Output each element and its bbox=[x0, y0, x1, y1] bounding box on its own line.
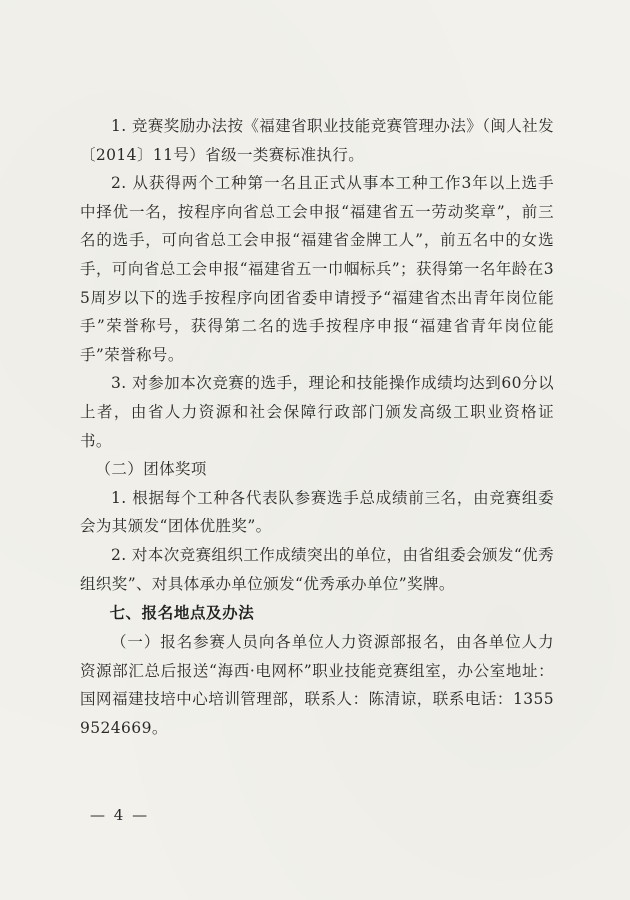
page-number: — 4 — bbox=[90, 806, 150, 824]
document-body bbox=[80, 112, 554, 742]
paragraph-organization-award: 2. 对本次竞赛组织工作成绩突出的单位，由省组委会颁发“优秀组织奖”、对具体承办单位颁发“优秀承办单位”奖牌。 bbox=[80, 545, 554, 593]
section-heading-registration: 七、报名地点及办法 bbox=[109, 604, 255, 623]
paragraph-award-method: 1. 竞赛奖励办法按《福建省职业技能竞赛管理办法》（闽人社发〔2014〕11号）省级一类赛标准执行。 bbox=[80, 117, 554, 164]
paragraph-registration: （一）报名参赛人员向各单位人力资源部报名，由各单位人力资源部汇总后报送“海西·电网杯”职业技能竞赛组室，办公室地址：国网福建技培中心培训管理部，联系人：陈清谅，联系电话：13559524669。 bbox=[80, 633, 554, 737]
subheading-team-awards: （二）团体奖项 bbox=[95, 460, 207, 479]
paragraph-certificate: 3. 对参加本次竞赛的选手，理论和技能操作成绩均达到60分以上者，由省人力资源和社会保障行政部门颁发高级工职业资格证书。 bbox=[80, 374, 554, 450]
paragraph-honor-titles: 2. 从获得两个工种第一名且正式从事本工种工作3年以上选手中择优一名，按程序向省总工会申报“福建省五一劳动奖章”，前三名的选手，可向省总工会申报“福建省金牌工人”，前五名中的女选手，可向省总工会申报“福建省五一巾帼标兵”；获得第一名年龄在35周岁以下的选手按程序向团省委申请授予“福建省杰出青年岗位能手”荣誉称号，获得第二名的选手按程序申报“福建省青年岗位能手”荣誉称号。 bbox=[80, 174, 554, 364]
paragraph-team-winner: 1. 根据每个工种各代表队参赛选手总成绩前三名，由竞赛组委会为其颁发“团体优胜奖”。 bbox=[80, 488, 554, 536]
